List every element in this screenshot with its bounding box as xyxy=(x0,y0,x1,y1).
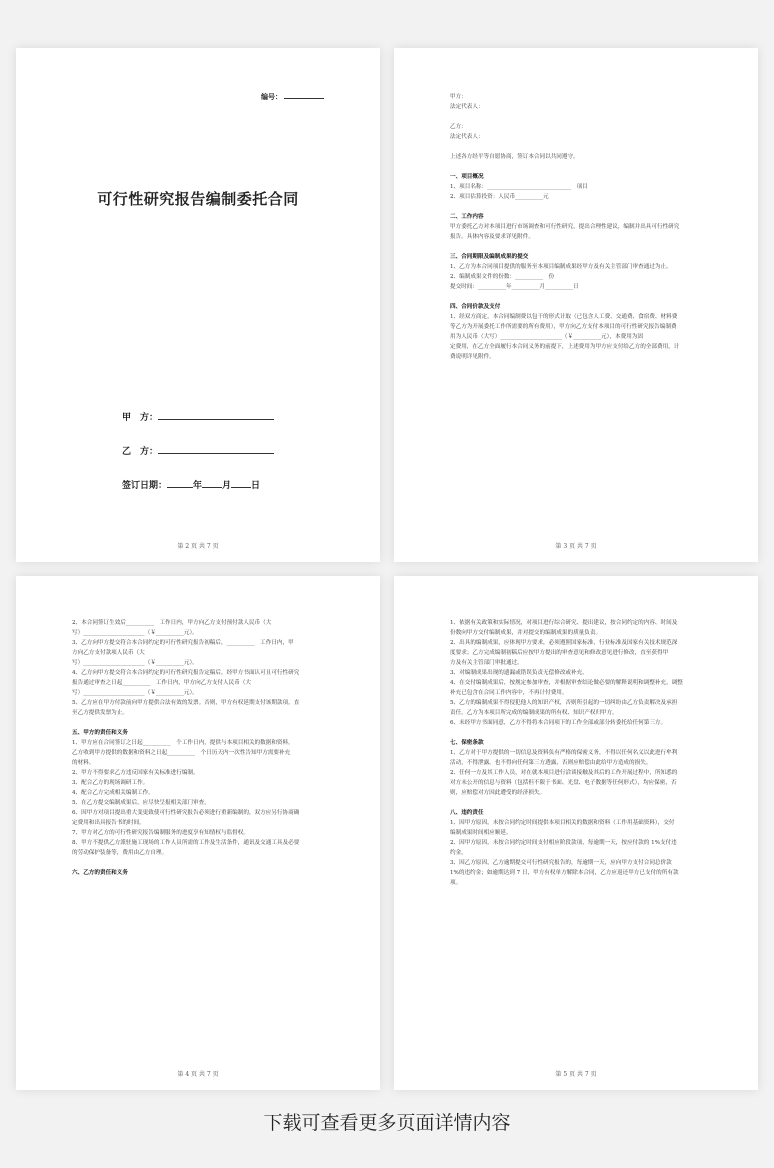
party-b-label: 乙 方： xyxy=(122,447,159,457)
party-a-blank xyxy=(158,411,274,420)
contract-code-blank xyxy=(284,92,324,99)
text-line: 4、乙方向甲方提交符合本合同约定的可行性研究报告定稿后，经甲方书面认可且可行性研究 xyxy=(72,670,300,676)
text-line: 写）______________________（￥__________元）。 xyxy=(72,630,198,636)
document-title: 可行性研究报告编制委托合同 xyxy=(97,190,299,208)
text-line xyxy=(450,202,704,212)
text-line xyxy=(450,728,704,738)
text-line: 2、因甲方原因，未按合同约定时间支付相应阶段款项，每逾期一天，按应付款的 1%支付违 xyxy=(450,840,677,846)
section-heading: 八、违约责任 xyxy=(450,810,484,816)
text-line: 甲方： xyxy=(450,94,467,100)
text-line xyxy=(450,798,704,808)
text-line: 方及有关主管部门审批通过。 xyxy=(450,660,523,666)
page-number: 第 2 页 共 7 页 xyxy=(177,543,219,550)
text-line: 的材料。 xyxy=(72,760,95,766)
party-a-signature-line xyxy=(122,410,274,423)
text-line: 项。 xyxy=(450,880,462,886)
text-line: 1、项目名称：______________________________ 项目 xyxy=(450,184,588,190)
page-number: 第 5 页 共 7 页 xyxy=(555,1071,597,1078)
text-line: 写）______________________（￥__________元）。 xyxy=(72,690,198,696)
section-heading: 五、甲方的责任和义务 xyxy=(72,730,128,736)
text-line: 1、经双方商定，本合同编制费以包干的形式计取（已包含人工费、交通费、食宿费、材料费 xyxy=(450,314,678,320)
text-line: 甲方委托乙方对本项目进行市场调查和可行性研究，提出合理性建议，编制并出具可行性研究 xyxy=(450,224,680,230)
text-line: 则，应赔偿对方因此遭受的经济损失。 xyxy=(450,790,546,796)
section-heading: 四、合同价款及支付 xyxy=(450,304,501,310)
text-line: 的劳动保护装备等，费用由乙方自理。 xyxy=(72,850,168,856)
text-line xyxy=(72,858,326,868)
text-line: 5、乙方应在甲方付款前向甲方提供合法有效的发票。否则，甲方有权延期支付该期款项，直 xyxy=(72,700,300,706)
party-b-blank xyxy=(158,445,274,454)
text-line: 费说明详见附件。 xyxy=(450,354,495,360)
month-label: 月 xyxy=(222,481,232,491)
text-line: 8、甲方不提供乙方派驻施工现场的工作人员所需的工作及生活条件，通讯及交通工具及必要 xyxy=(72,840,300,846)
text-line: 定费用和出具报告书的时间。 xyxy=(72,820,145,826)
text-line: 补充已包含在合同工作内容中，不再计付费用。 xyxy=(450,690,568,696)
download-more-caption: 下载可查看更多页面详情内容 xyxy=(263,1112,511,1134)
year-label: 年 xyxy=(193,481,203,491)
text-line: 责任。乙方为本项目所完成的编制成果的所有权、知识产权归甲方。 xyxy=(450,710,618,716)
text-line: 份数向甲方交付编制成果，并对提交的编制成果的质量负责。 xyxy=(450,630,602,636)
text-line: 2、本合同签订生效后__________ 工作日内，甲方向乙方支付预付款人民币（大 xyxy=(72,620,272,626)
text-line: 2、甲方不得要求乙方违反国家有关标准进行编制。 xyxy=(72,770,199,776)
month-blank xyxy=(202,479,222,488)
text-line: 上述各方经平等自愿协商，签订本合同以共同遵守。 xyxy=(450,154,579,160)
signing-date-line xyxy=(122,478,260,491)
text-line: 7、甲方对乙方的可行性研究报告编制服务的进度享有知情权与监督权。 xyxy=(72,830,249,836)
text-line: 6、因甲方对项目提出重大变更致使可行性研究报告必须进行重新编制的，双方应另行协商确 xyxy=(72,810,300,816)
text-line: 2、出具的编制成果，应体现甲方要求，必须遵照国家标准，行业标准及国家有关技术规范深 xyxy=(450,640,678,646)
text-line: 约金。 xyxy=(450,850,467,856)
text-line: 至乙方提供发票为止。 xyxy=(72,710,128,716)
text-line: 度要求；乙方完成编制初稿后应按甲方提出的审查意见和修改意见进行修改，直至获得甲 xyxy=(450,650,669,656)
text-line: 编制成果时间相应顺延。 xyxy=(450,830,512,836)
text-line: 1、因甲方原因，未按合同约定时间提供本项目相关的数据和资料（工作用基础资料），交付 xyxy=(450,820,675,826)
text-line: 定费用，在乙方全面履行本合同义务的前提下，上述费用为甲方应支付给乙方的全部费用，计 xyxy=(450,344,680,350)
document-page-cover xyxy=(16,48,380,562)
section-heading: 三、合同期限及编制成果的提交 xyxy=(450,254,529,260)
text-line xyxy=(450,162,704,172)
text-line: 3、配合乙方的现场调研工作。 xyxy=(72,780,149,786)
year-blank xyxy=(167,479,193,488)
text-line: 对方未公开的信息与资料（包括但不限于书面、光盘、电子数据等任何形式），均应保密，否 xyxy=(450,780,677,786)
text-line: 法定代表人： xyxy=(450,134,484,140)
page-number: 第 4 页 共 7 页 xyxy=(177,1071,219,1078)
section-heading: 六、乙方的责任和义务 xyxy=(72,870,128,876)
text-line: 4、在交付编制成果后，按规定参加审查，并根据审查结论做必要的解释说明和调整补充，调整 xyxy=(450,680,683,686)
contract-code-field xyxy=(261,92,324,102)
text-line: 写）______________________（￥__________元）。 xyxy=(72,660,198,666)
text-line: 提交时间：__________年__________月__________日 xyxy=(450,284,579,290)
text-line: 法定代表人： xyxy=(450,104,484,110)
text-line: 方向乙方支付款项人民币（大 xyxy=(72,650,145,656)
document-page-3 xyxy=(394,48,758,562)
text-line: 3、因乙方原因，乙方逾期提交可行性研究报告的，每逾期一天，应向甲方支付合同总价款 xyxy=(450,860,672,866)
day-blank xyxy=(231,479,251,488)
document-page-5 xyxy=(394,576,758,1090)
text-line: 2、任何一方及其工作人员，对在就本项目进行洽谈接触及其后的工作开展过程中，所知悉的 xyxy=(450,770,678,776)
text-line xyxy=(450,242,704,252)
text-line xyxy=(450,142,704,152)
text-line: 5、乙方的编制成果不得侵犯他人的知识产权，否则所引起的一切纠纷由乙方负责解决及承担 xyxy=(450,700,678,706)
page-4-text xyxy=(72,618,326,878)
text-line: 活动，不得泄露，也不得向任何第三方透露，否则应赔偿由此给甲方造成的损失。 xyxy=(450,760,652,766)
document-page-4 xyxy=(16,576,380,1090)
text-line xyxy=(450,112,704,122)
text-line: 用为人民币（大写）______________________（￥__________元），本费用为固 xyxy=(450,334,643,340)
text-line: 1、依据有关政策和实际情况，对项目进行综合研究、提出建议，按合同约定的内容、时间及 xyxy=(450,620,678,626)
contract-code-label: 编号： xyxy=(261,92,282,101)
text-line: 6、未经甲方书面同意，乙方不得将本合同项下的工作全部或部分转委托给任何第三方。 xyxy=(450,720,667,726)
text-line: 5、在乙方提交编制成果后，应尽快呈报相关部门审查。 xyxy=(72,800,210,806)
text-line: 乙方： xyxy=(450,124,467,130)
day-label: 日 xyxy=(251,481,261,491)
text-line: 4、配合乙方完成相关编制工作。 xyxy=(72,790,154,796)
text-line: 乙方收到甲方提供的数据和资料之日起__________ 个日历天内一次性告知甲方需要补充 xyxy=(72,750,291,756)
text-line: 等乙方为开展委托工作所需要的所有费用），甲方向乙方支付本项目的可行性研究报告编制费 xyxy=(450,324,677,330)
text-line: 1%的违约金；如逾期达到 7 日，甲方有权单方解除本合同，乙方应返还甲方已支付的所有款 xyxy=(450,870,679,876)
party-a-label: 甲 方： xyxy=(122,413,159,423)
text-line xyxy=(72,718,326,728)
text-line: 报告通过审查之日起__________ 工作日内，甲方向乙方支付人民币（大 xyxy=(72,680,252,686)
section-heading: 一、项目概况 xyxy=(450,174,484,180)
section-heading: 二、工作内容 xyxy=(450,214,484,220)
text-line xyxy=(450,292,704,302)
text-line: 3、乙方向甲方提交符合本合同约定的可行性研究报告初稿后，__________ 工作日内，甲 xyxy=(72,640,294,646)
text-line: 1、乙方为本合同项目提供的服务至本项目编制成果经甲方及有关主管部门审查通过为止。 xyxy=(450,264,672,270)
text-line: 3、对编制成果出现的遗漏或错误负责无偿修改或补充。 xyxy=(450,670,588,676)
text-line: 报告。具体内容及要求详见附件。 xyxy=(450,234,534,240)
page-5-text xyxy=(450,618,704,888)
page-number: 第 3 页 共 7 页 xyxy=(555,543,597,550)
text-line: 2、编制成果文件的份数：__________ 份 xyxy=(450,274,555,280)
page-3-text xyxy=(450,92,704,362)
party-b-signature-line xyxy=(122,444,274,457)
section-heading: 七、保密条款 xyxy=(450,740,484,746)
text-line: 1、甲方应在合同签订之日起__________ 个工作日内，提供与本项目相关的数据和资料。 xyxy=(72,740,294,746)
text-line: 2、项目估算投资：人民币__________元 xyxy=(450,194,549,200)
text-line: 1、乙方对于甲方提供的一切信息及资料负有严格的保密义务，不得以任何名义以此进行牟利 xyxy=(450,750,678,756)
signing-date-label: 签订日期： xyxy=(122,481,168,491)
